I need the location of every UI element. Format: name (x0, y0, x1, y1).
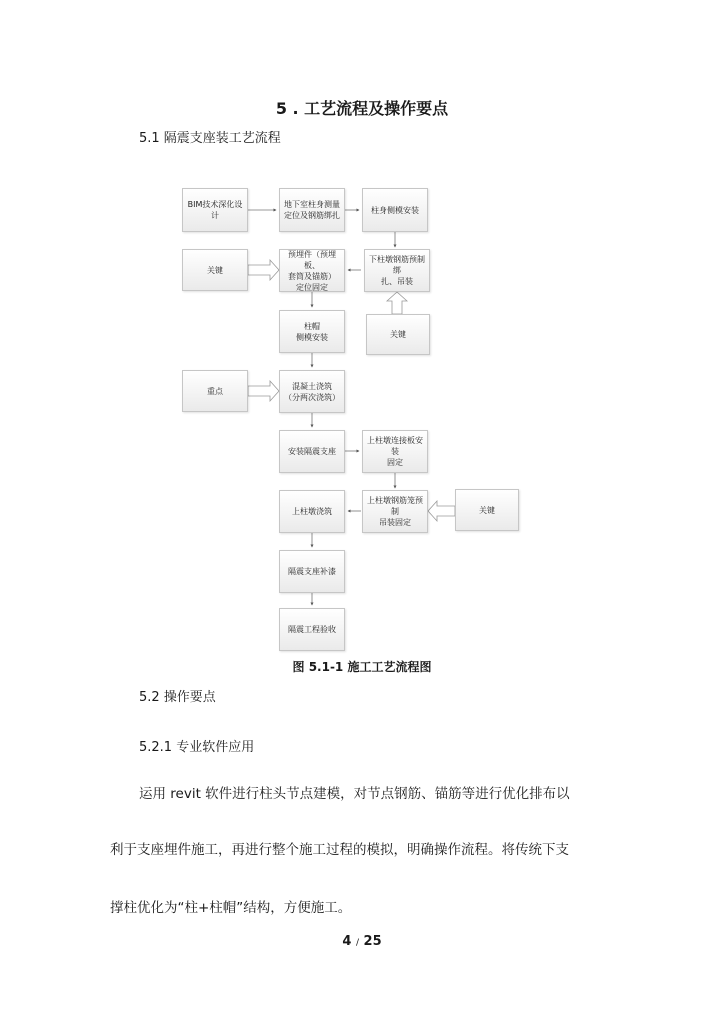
subsection-5-2-1-title: 5.2.1 专业软件应用 (139, 740, 255, 755)
subsection-5-2-title: 5.2 操作要点 (139, 690, 216, 705)
flow-box-install-bearing: 安装隔震支座 (279, 430, 345, 473)
block-arrow-b8-b6 (387, 292, 407, 314)
flow-box-lower-pier-rebar: 下柱墩钢筋预制绑 扎、吊装 (364, 249, 430, 292)
flow-box-column-positioning: 地下室柱身测量 定位及钢筋绑扎 (279, 188, 345, 232)
paragraph-line-3: 撑柱优化为“柱+柱帽”结构，方便施工。 (110, 900, 352, 916)
flow-box-upper-plate: 上柱墩连接板安装 固定 (362, 430, 428, 473)
page-current: 4 (342, 934, 352, 949)
flow-box-touch-up-paint: 隔震支座补漆 (279, 550, 345, 593)
flow-box-bim-design: BIM技术深化设计 (182, 188, 248, 232)
page-separator: / (355, 938, 359, 948)
flow-box-key-2: 关键 (366, 314, 430, 355)
flow-box-key-3: 关键 (455, 489, 519, 531)
paragraph-line-2: 利于支座埋件施工，再进行整个施工过程的模拟，明确操作流程。将传统下支 (110, 842, 569, 858)
flow-box-acceptance: 隔震工程验收 (279, 608, 345, 651)
figure-caption: 图 5.1-1 施工工艺流程图 (292, 660, 432, 674)
section-title: 5 . 工艺流程及操作要点 (275, 99, 449, 118)
page-number (0, 934, 724, 949)
flow-box-focus: 重点 (182, 370, 248, 412)
flow-box-upper-pier-pour: 上柱墩浇筑 (279, 490, 345, 533)
page-total: 25 (363, 934, 382, 949)
block-arrow-b15-b14 (428, 501, 455, 521)
flow-box-capital-formwork: 柱帽 侧模安装 (279, 310, 345, 353)
subsection-5-1-title: 5.1 隔震支座装工艺流程 (139, 131, 281, 146)
flow-box-key-1: 关键 (182, 249, 248, 291)
block-arrow-b4-b5 (248, 260, 279, 280)
flow-box-upper-pier-cage: 上柱墩钢筋笼预制 吊装固定 (362, 490, 428, 533)
flow-box-column-formwork: 柱身侧模安装 (362, 188, 428, 232)
paragraph-line-1: 运用 revit 软件进行柱头节点建模，对节点钢筋、锚筋等进行优化排布以 (139, 786, 570, 802)
flow-box-concrete-pouring: 混凝土浇筑 （分两次浇筑） (279, 370, 345, 413)
flow-box-embedded-parts: 预埋件（预埋板、 套筒及锚筋） 定位固定 (279, 249, 345, 292)
block-arrow-b9-b10 (248, 381, 279, 401)
